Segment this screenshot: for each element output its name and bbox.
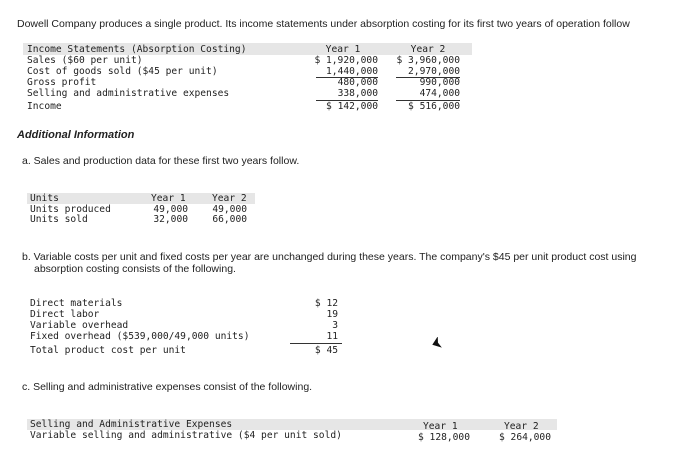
income-row-income-y2: $ 516,000 <box>408 101 460 112</box>
income-row-gross-label: Gross profit <box>27 77 97 88</box>
units-produced-y1: 49,000 <box>153 204 188 215</box>
cost-row-fo-value: 11 <box>326 331 338 342</box>
units-sold-y1: 32,000 <box>153 214 188 225</box>
units-produced-label: Units produced <box>30 204 111 215</box>
cost-row-fo-label: Fixed overhead ($539,000/49,000 units) <box>30 331 250 342</box>
cost-row-dm-label: Direct materials <box>30 298 123 309</box>
item-a-text: a. Sales and production data for these first two years follow. <box>22 155 300 167</box>
units-sold-y2: 66,000 <box>212 214 247 225</box>
cost-row-vo-label: Variable overhead <box>30 320 129 331</box>
item-b-text-line2: absorption costing consists of the following. <box>34 263 236 275</box>
sa-row-y2: $ 264,000 <box>499 432 551 443</box>
income-row-sales-y2: $ 3,960,000 <box>396 55 460 66</box>
item-c-text: c. Selling and administrative expenses consist of the following. <box>22 381 313 393</box>
income-row-cogs-y2: 2,970,000 <box>408 66 460 77</box>
sa-row-label: Variable selling and administrative ($4 per unit sold) <box>30 430 342 441</box>
cost-row-total-value: $ 45 <box>314 345 338 356</box>
intro-text: Dowell Company produces a single product. Its income statements under absorption costing for its first two years of operation follow <box>17 18 630 30</box>
units-title: Units <box>30 193 59 204</box>
cost-row-vo-value: 3 <box>332 320 338 331</box>
income-row-sales-label: Sales ($60 per unit) <box>27 55 143 66</box>
additional-info-heading: Additional Information <box>17 129 135 141</box>
income-year1-header: Year 1 <box>325 44 361 55</box>
cost-row-dm-value: $ 12 <box>314 298 338 309</box>
income-year2-header: Year 2 <box>410 44 446 55</box>
income-row-income-y1: $ 142,000 <box>326 101 378 112</box>
income-row-cogs-label: Cost of goods sold ($45 per unit) <box>27 66 218 77</box>
income-row-income-label: Income <box>27 101 62 112</box>
cost-rule <box>290 343 342 344</box>
sa-year1-header: Year 1 <box>423 421 458 432</box>
income-row-sa-y2: 474,000 <box>419 88 460 99</box>
income-statement-title: Income Statements (Absorption Costing) <box>27 44 247 55</box>
income-row-cogs-y1: 1,440,000 <box>326 66 378 77</box>
units-year2-header: Year 2 <box>212 193 247 204</box>
income-row-gross-y1: 480,000 <box>337 77 378 88</box>
income-row-sales-y1: $ 1,920,000 <box>314 55 378 66</box>
item-b-text-line1: b. Variable costs per unit and fixed costs per year are unchanged during these years. The company's $45 per unit product cost using <box>22 251 637 263</box>
mouse-cursor-icon <box>432 336 442 354</box>
income-row-gross-y2: 990,000 <box>419 77 460 88</box>
cost-row-dl-value: 19 <box>326 309 338 320</box>
units-sold-label: Units sold <box>30 214 88 225</box>
units-produced-y2: 49,000 <box>212 204 247 215</box>
sa-row-y1: $ 128,000 <box>418 432 470 443</box>
sa-title: Selling and Administrative Expenses <box>30 419 233 430</box>
units-year1-header: Year 1 <box>151 193 186 204</box>
cost-row-dl-label: Direct labor <box>30 309 100 320</box>
sa-year2-header: Year 2 <box>504 421 539 432</box>
cost-row-total-label: Total product cost per unit <box>30 345 186 356</box>
income-row-sa-y1: 338,000 <box>337 88 378 99</box>
income-row-sa-label: Selling and administrative expenses <box>27 88 230 99</box>
